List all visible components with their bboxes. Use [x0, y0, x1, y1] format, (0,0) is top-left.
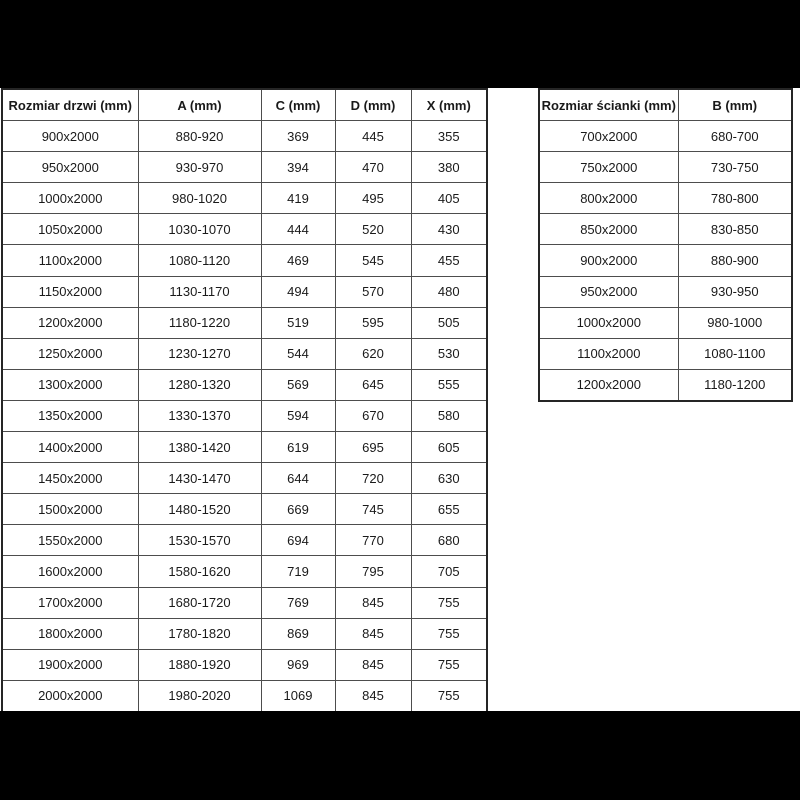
table-row	[2, 338, 487, 369]
door-size-table	[1, 88, 488, 713]
table-cell: 494	[261, 276, 335, 307]
table-row	[2, 400, 487, 431]
table-cell: 394	[261, 152, 335, 183]
table-cell: 1700x2000	[2, 587, 138, 618]
table-cell: 405	[411, 183, 487, 214]
table-row	[2, 680, 487, 712]
table-cell: 694	[261, 525, 335, 556]
table-row	[2, 525, 487, 556]
table-cell: 1100x2000	[2, 245, 138, 276]
table-cell: 869	[261, 618, 335, 649]
table-cell: 1080-1100	[678, 338, 792, 369]
table-row	[2, 649, 487, 680]
table-cell: 1130-1170	[138, 276, 261, 307]
column-header: Rozmiar ścianki (mm)	[539, 89, 678, 121]
table-row	[2, 121, 487, 152]
table-cell: 1100x2000	[539, 338, 678, 369]
wall-size-table-body	[539, 121, 792, 401]
table-cell: 969	[261, 649, 335, 680]
door-size-table-header	[2, 89, 487, 121]
table-cell: 1680-1720	[138, 587, 261, 618]
table-cell: 755	[411, 649, 487, 680]
table-cell: 630	[411, 463, 487, 494]
table-row	[2, 463, 487, 494]
top-black-band	[0, 0, 800, 88]
column-header: B (mm)	[678, 89, 792, 121]
table-cell: 620	[335, 338, 411, 369]
column-header: A (mm)	[138, 89, 261, 121]
table-cell: 470	[335, 152, 411, 183]
table-cell: 594	[261, 400, 335, 431]
table-cell: 1330-1370	[138, 400, 261, 431]
content-area	[0, 88, 800, 711]
table-cell: 355	[411, 121, 487, 152]
table-cell: 845	[335, 587, 411, 618]
table-row	[539, 121, 792, 152]
table-cell: 745	[335, 494, 411, 525]
table-cell: 1800x2000	[2, 618, 138, 649]
table-row	[539, 307, 792, 338]
table-cell: 1450x2000	[2, 463, 138, 494]
table-cell: 719	[261, 556, 335, 587]
table-cell: 1200x2000	[539, 369, 678, 401]
table-cell: 419	[261, 183, 335, 214]
table-cell: 845	[335, 649, 411, 680]
table-cell: 695	[335, 432, 411, 463]
table-cell: 900x2000	[539, 245, 678, 276]
table-cell: 1400x2000	[2, 432, 138, 463]
table-cell: 644	[261, 463, 335, 494]
table-row	[539, 369, 792, 401]
table-cell: 619	[261, 432, 335, 463]
table-cell: 1069	[261, 680, 335, 712]
table-cell: 930-950	[678, 276, 792, 307]
table-cell: 1530-1570	[138, 525, 261, 556]
table-cell: 569	[261, 369, 335, 400]
table-cell: 1500x2000	[2, 494, 138, 525]
table-cell: 700x2000	[539, 121, 678, 152]
table-cell: 730-750	[678, 152, 792, 183]
column-header: C (mm)	[261, 89, 335, 121]
door-size-table-body	[2, 121, 487, 712]
table-cell: 519	[261, 307, 335, 338]
table-cell: 1900x2000	[2, 649, 138, 680]
table-cell: 780-800	[678, 183, 792, 214]
table-cell: 1030-1070	[138, 214, 261, 245]
table-cell: 505	[411, 307, 487, 338]
table-cell: 769	[261, 587, 335, 618]
table-cell: 645	[335, 369, 411, 400]
table-cell: 755	[411, 680, 487, 712]
table-cell: 880-900	[678, 245, 792, 276]
table-cell: 655	[411, 494, 487, 525]
table-cell: 980-1000	[678, 307, 792, 338]
table-cell: 930-970	[138, 152, 261, 183]
table-cell: 1250x2000	[2, 338, 138, 369]
table-cell: 720	[335, 463, 411, 494]
table-cell: 444	[261, 214, 335, 245]
wall-size-table	[538, 88, 793, 402]
table-cell: 830-850	[678, 214, 792, 245]
table-cell: 1000x2000	[2, 183, 138, 214]
table-row	[539, 183, 792, 214]
table-cell: 530	[411, 338, 487, 369]
table-cell: 680-700	[678, 121, 792, 152]
table-cell: 1780-1820	[138, 618, 261, 649]
column-header: D (mm)	[335, 89, 411, 121]
table-cell: 555	[411, 369, 487, 400]
table-cell: 950x2000	[2, 152, 138, 183]
table-cell: 750x2000	[539, 152, 678, 183]
table-cell: 850x2000	[539, 214, 678, 245]
table-cell: 795	[335, 556, 411, 587]
table-row	[2, 152, 487, 183]
table-cell: 980-1020	[138, 183, 261, 214]
table-cell: 595	[335, 307, 411, 338]
table-cell: 705	[411, 556, 487, 587]
table-cell: 1280-1320	[138, 369, 261, 400]
table-row	[539, 152, 792, 183]
table-cell: 545	[335, 245, 411, 276]
table-cell: 900x2000	[2, 121, 138, 152]
table-cell: 495	[335, 183, 411, 214]
table-row	[2, 618, 487, 649]
table-cell: 1300x2000	[2, 369, 138, 400]
table-cell: 1580-1620	[138, 556, 261, 587]
table-cell: 369	[261, 121, 335, 152]
table-cell: 1150x2000	[2, 276, 138, 307]
wall-size-table-header	[539, 89, 792, 121]
table-row	[539, 214, 792, 245]
table-cell: 800x2000	[539, 183, 678, 214]
table-cell: 755	[411, 618, 487, 649]
table-cell: 469	[261, 245, 335, 276]
table-cell: 2000x2000	[2, 680, 138, 712]
column-header: X (mm)	[411, 89, 487, 121]
table-row	[539, 338, 792, 369]
table-cell: 445	[335, 121, 411, 152]
table-cell: 430	[411, 214, 487, 245]
table-row	[2, 587, 487, 618]
table-cell: 544	[261, 338, 335, 369]
column-header: Rozmiar drzwi (mm)	[2, 89, 138, 121]
table-cell: 1600x2000	[2, 556, 138, 587]
table-row	[2, 556, 487, 587]
table-cell: 480	[411, 276, 487, 307]
table-cell: 380	[411, 152, 487, 183]
table-row	[2, 369, 487, 400]
table-cell: 880-920	[138, 121, 261, 152]
table-cell: 670	[335, 400, 411, 431]
table-row	[2, 214, 487, 245]
bottom-black-band	[0, 711, 800, 800]
table-cell: 1000x2000	[539, 307, 678, 338]
table-cell: 1380-1420	[138, 432, 261, 463]
table-cell: 755	[411, 587, 487, 618]
table-cell: 1200x2000	[2, 307, 138, 338]
table-cell: 1880-1920	[138, 649, 261, 680]
table-cell: 570	[335, 276, 411, 307]
table-cell: 455	[411, 245, 487, 276]
table-cell: 680	[411, 525, 487, 556]
table-row	[2, 307, 487, 338]
table-cell: 1180-1200	[678, 369, 792, 401]
table-row	[2, 183, 487, 214]
table-row	[539, 276, 792, 307]
table-cell: 1550x2000	[2, 525, 138, 556]
table-row	[2, 432, 487, 463]
table-cell: 1480-1520	[138, 494, 261, 525]
table-cell: 1080-1120	[138, 245, 261, 276]
table-cell: 770	[335, 525, 411, 556]
table-cell: 520	[335, 214, 411, 245]
table-cell: 1980-2020	[138, 680, 261, 712]
table-cell: 669	[261, 494, 335, 525]
table-row	[2, 276, 487, 307]
table-row	[2, 245, 487, 276]
table-cell: 845	[335, 618, 411, 649]
table-row	[2, 494, 487, 525]
table-cell: 1050x2000	[2, 214, 138, 245]
table-cell: 1350x2000	[2, 400, 138, 431]
table-cell: 605	[411, 432, 487, 463]
table-cell: 950x2000	[539, 276, 678, 307]
table-cell: 845	[335, 680, 411, 712]
table-cell: 1230-1270	[138, 338, 261, 369]
table-cell: 1180-1220	[138, 307, 261, 338]
table-cell: 580	[411, 400, 487, 431]
table-cell: 1430-1470	[138, 463, 261, 494]
table-row	[539, 245, 792, 276]
